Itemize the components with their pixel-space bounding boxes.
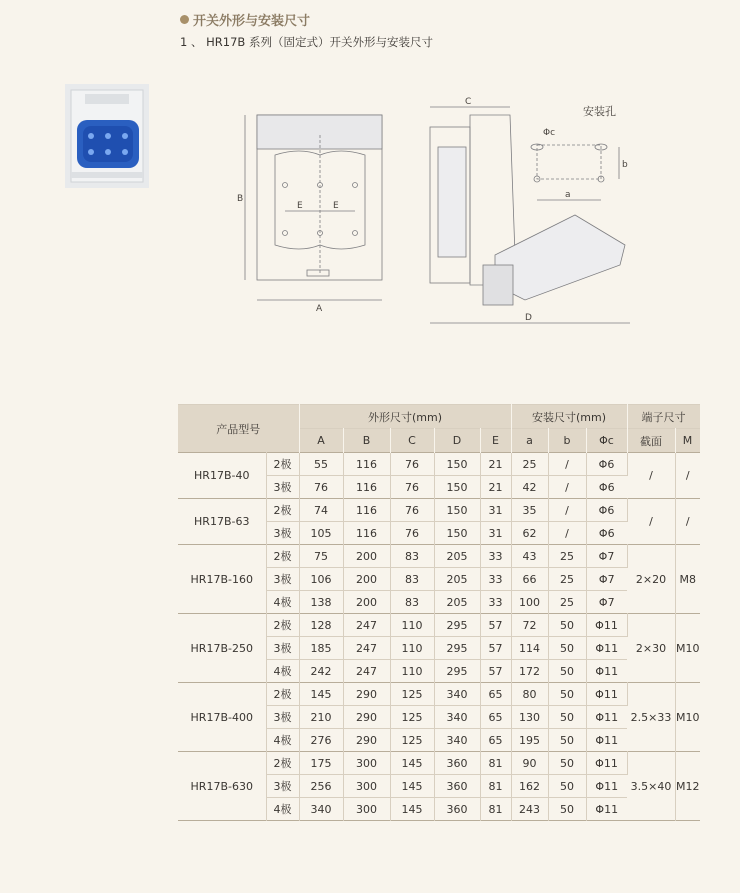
- value-cell: 50: [548, 637, 586, 660]
- value-cell: 83: [390, 545, 434, 568]
- pole-cell: 2极: [266, 752, 299, 775]
- value-cell: 57: [480, 660, 511, 683]
- value-cell: 50: [548, 706, 586, 729]
- value-cell: 300: [343, 775, 390, 798]
- value-cell: 295: [434, 637, 480, 660]
- value-cell: 76: [390, 453, 434, 476]
- value-cell: 110: [390, 660, 434, 683]
- header-terminal: 端子尺寸: [627, 405, 700, 429]
- value-cell: /: [548, 499, 586, 522]
- value-cell: 75: [299, 545, 343, 568]
- pole-cell: 4极: [266, 591, 299, 614]
- bullet-icon: [180, 15, 189, 24]
- value-cell: Φ11: [586, 775, 627, 798]
- col-header: b: [548, 429, 586, 453]
- value-cell: 116: [343, 453, 390, 476]
- value-cell: 81: [480, 752, 511, 775]
- value-cell: 116: [343, 522, 390, 545]
- value-cell: 185: [299, 637, 343, 660]
- value-cell: 31: [480, 499, 511, 522]
- value-cell: 200: [343, 591, 390, 614]
- value-cell: 55: [299, 453, 343, 476]
- section-cell: 2×30: [627, 614, 675, 683]
- value-cell: 276: [299, 729, 343, 752]
- value-cell: 50: [548, 660, 586, 683]
- value-cell: 43: [511, 545, 548, 568]
- table-row: [178, 545, 700, 568]
- value-cell: Φ6: [586, 453, 627, 476]
- value-cell: Φ7: [586, 568, 627, 591]
- value-cell: 25: [548, 568, 586, 591]
- value-cell: 110: [390, 637, 434, 660]
- value-cell: 125: [390, 729, 434, 752]
- value-cell: 128: [299, 614, 343, 637]
- value-cell: 33: [480, 591, 511, 614]
- col-header: D: [434, 429, 480, 453]
- pole-cell: 2极: [266, 545, 299, 568]
- value-cell: 145: [390, 798, 434, 821]
- value-cell: 145: [299, 683, 343, 706]
- section-title: [180, 10, 310, 29]
- value-cell: 340: [434, 706, 480, 729]
- value-cell: 205: [434, 568, 480, 591]
- value-cell: 195: [511, 729, 548, 752]
- value-cell: 205: [434, 545, 480, 568]
- value-cell: 50: [548, 729, 586, 752]
- m-cell: M12: [675, 752, 700, 821]
- col-header: a: [511, 429, 548, 453]
- value-cell: Φ6: [586, 522, 627, 545]
- value-cell: 62: [511, 522, 548, 545]
- value-cell: 90: [511, 752, 548, 775]
- value-cell: 57: [480, 614, 511, 637]
- value-cell: Φ7: [586, 591, 627, 614]
- value-cell: 65: [480, 706, 511, 729]
- mount-hole-label: 安装孔: [583, 105, 616, 118]
- section-cell: /: [627, 499, 675, 545]
- value-cell: 31: [480, 522, 511, 545]
- value-cell: 106: [299, 568, 343, 591]
- value-cell: 138: [299, 591, 343, 614]
- value-cell: 83: [390, 568, 434, 591]
- value-cell: 50: [548, 752, 586, 775]
- value-cell: 360: [434, 798, 480, 821]
- value-cell: 57: [480, 637, 511, 660]
- value-cell: 145: [390, 775, 434, 798]
- value-cell: 66: [511, 568, 548, 591]
- value-cell: 290: [343, 683, 390, 706]
- col-header: M: [675, 429, 700, 453]
- value-cell: 76: [299, 476, 343, 499]
- value-cell: 130: [511, 706, 548, 729]
- value-cell: /: [548, 522, 586, 545]
- dim-label-lower-b: b: [622, 160, 628, 170]
- m-cell: M10: [675, 614, 700, 683]
- value-cell: 74: [299, 499, 343, 522]
- pole-cell: 3极: [266, 775, 299, 798]
- product-photo: [65, 84, 149, 188]
- value-cell: 290: [343, 729, 390, 752]
- table-row: [178, 499, 700, 522]
- value-cell: 83: [390, 591, 434, 614]
- value-cell: Φ11: [586, 729, 627, 752]
- model-cell: HR17B-63: [178, 499, 266, 545]
- value-cell: 125: [390, 683, 434, 706]
- value-cell: 33: [480, 568, 511, 591]
- value-cell: 200: [343, 568, 390, 591]
- value-cell: 25: [548, 545, 586, 568]
- value-cell: 360: [434, 752, 480, 775]
- pole-cell: 3极: [266, 706, 299, 729]
- pole-cell: 4极: [266, 729, 299, 752]
- value-cell: 50: [548, 798, 586, 821]
- value-cell: 205: [434, 591, 480, 614]
- value-cell: Φ11: [586, 637, 627, 660]
- value-cell: 210: [299, 706, 343, 729]
- value-cell: 65: [480, 729, 511, 752]
- value-cell: Φ11: [586, 752, 627, 775]
- value-cell: 21: [480, 453, 511, 476]
- value-cell: 300: [343, 752, 390, 775]
- value-cell: 50: [548, 683, 586, 706]
- value-cell: 21: [480, 476, 511, 499]
- value-cell: 105: [299, 522, 343, 545]
- value-cell: 114: [511, 637, 548, 660]
- value-cell: 150: [434, 453, 480, 476]
- table-row: [178, 614, 700, 637]
- header-model: 产品型号: [178, 405, 299, 453]
- value-cell: Φ11: [586, 660, 627, 683]
- spec-table: [178, 404, 701, 821]
- m-cell: /: [675, 453, 700, 499]
- table-row: [178, 453, 700, 476]
- value-cell: 80: [511, 683, 548, 706]
- value-cell: 110: [390, 614, 434, 637]
- value-cell: 116: [343, 476, 390, 499]
- value-cell: 295: [434, 660, 480, 683]
- value-cell: Φ6: [586, 499, 627, 522]
- pole-cell: 2极: [266, 499, 299, 522]
- pole-cell: 4极: [266, 798, 299, 821]
- value-cell: 125: [390, 706, 434, 729]
- value-cell: 360: [434, 775, 480, 798]
- value-cell: 247: [343, 637, 390, 660]
- col-header: C: [390, 429, 434, 453]
- value-cell: 76: [390, 499, 434, 522]
- col-header: Φc: [586, 429, 627, 453]
- col-header: E: [480, 429, 511, 453]
- value-cell: 116: [343, 499, 390, 522]
- dim-label-phic: Φc: [543, 128, 556, 138]
- value-cell: 76: [390, 476, 434, 499]
- value-cell: /: [548, 453, 586, 476]
- m-cell: M8: [675, 545, 700, 614]
- pole-cell: 2极: [266, 614, 299, 637]
- table-row: [178, 683, 700, 706]
- value-cell: 172: [511, 660, 548, 683]
- value-cell: /: [548, 476, 586, 499]
- pole-cell: 3极: [266, 522, 299, 545]
- value-cell: 150: [434, 476, 480, 499]
- value-cell: 243: [511, 798, 548, 821]
- value-cell: 200: [343, 545, 390, 568]
- col-header: 截面: [627, 429, 675, 453]
- col-header: B: [343, 429, 390, 453]
- dimension-drawing: [225, 95, 640, 335]
- pole-cell: 4极: [266, 660, 299, 683]
- pole-cell: 2极: [266, 683, 299, 706]
- pole-cell: 3极: [266, 568, 299, 591]
- value-cell: 50: [548, 775, 586, 798]
- value-cell: 50: [548, 614, 586, 637]
- pole-cell: 3极: [266, 476, 299, 499]
- section-cell: 3.5×40: [627, 752, 675, 821]
- value-cell: 295: [434, 614, 480, 637]
- value-cell: 145: [390, 752, 434, 775]
- value-cell: 81: [480, 775, 511, 798]
- section-cell: 2.5×33: [627, 683, 675, 752]
- value-cell: 72: [511, 614, 548, 637]
- value-cell: 340: [299, 798, 343, 821]
- value-cell: 242: [299, 660, 343, 683]
- value-cell: 81: [480, 798, 511, 821]
- value-cell: 340: [434, 729, 480, 752]
- value-cell: Φ7: [586, 545, 627, 568]
- value-cell: 35: [511, 499, 548, 522]
- value-cell: 175: [299, 752, 343, 775]
- value-cell: 25: [548, 591, 586, 614]
- value-cell: Φ6: [586, 476, 627, 499]
- m-cell: M10: [675, 683, 700, 752]
- value-cell: 100: [511, 591, 548, 614]
- section-cell: 2×20: [627, 545, 675, 614]
- m-cell: /: [675, 499, 700, 545]
- value-cell: 300: [343, 798, 390, 821]
- value-cell: 65: [480, 683, 511, 706]
- value-cell: 76: [390, 522, 434, 545]
- value-cell: 150: [434, 522, 480, 545]
- model-cell: HR17B-250: [178, 614, 266, 683]
- model-cell: HR17B-160: [178, 545, 266, 614]
- value-cell: 42: [511, 476, 548, 499]
- dim-label-b: B: [237, 194, 244, 204]
- value-cell: 256: [299, 775, 343, 798]
- section-title-text: 开关外形与安装尺寸: [193, 14, 311, 29]
- value-cell: 33: [480, 545, 511, 568]
- model-cell: HR17B-40: [178, 453, 266, 499]
- value-cell: 290: [343, 706, 390, 729]
- value-cell: 25: [511, 453, 548, 476]
- col-header: A: [299, 429, 343, 453]
- value-cell: Φ11: [586, 683, 627, 706]
- value-cell: Φ11: [586, 706, 627, 729]
- pole-cell: 2极: [266, 453, 299, 476]
- dim-label-a: A: [316, 304, 323, 314]
- dim-label-d: D: [525, 313, 532, 323]
- value-cell: 247: [343, 614, 390, 637]
- dim-label-c: C: [465, 97, 472, 107]
- subtitle: 1 、 HR17B 系列（固定式）开关外形与安装尺寸: [180, 35, 433, 49]
- model-cell: HR17B-400: [178, 683, 266, 752]
- value-cell: 150: [434, 499, 480, 522]
- dim-label-lower-a: a: [565, 190, 571, 200]
- value-cell: 340: [434, 683, 480, 706]
- value-cell: 162: [511, 775, 548, 798]
- model-cell: HR17B-630: [178, 752, 266, 821]
- dim-label-e1: E: [297, 201, 303, 211]
- value-cell: Φ11: [586, 614, 627, 637]
- table-row: [178, 752, 700, 775]
- value-cell: 247: [343, 660, 390, 683]
- pole-cell: 3极: [266, 637, 299, 660]
- dim-label-e2: E: [333, 201, 339, 211]
- header-outline: 外形尺寸(mm): [299, 405, 511, 429]
- value-cell: Φ11: [586, 798, 627, 821]
- header-mount: 安装尺寸(mm): [511, 405, 627, 429]
- section-cell: /: [627, 453, 675, 499]
